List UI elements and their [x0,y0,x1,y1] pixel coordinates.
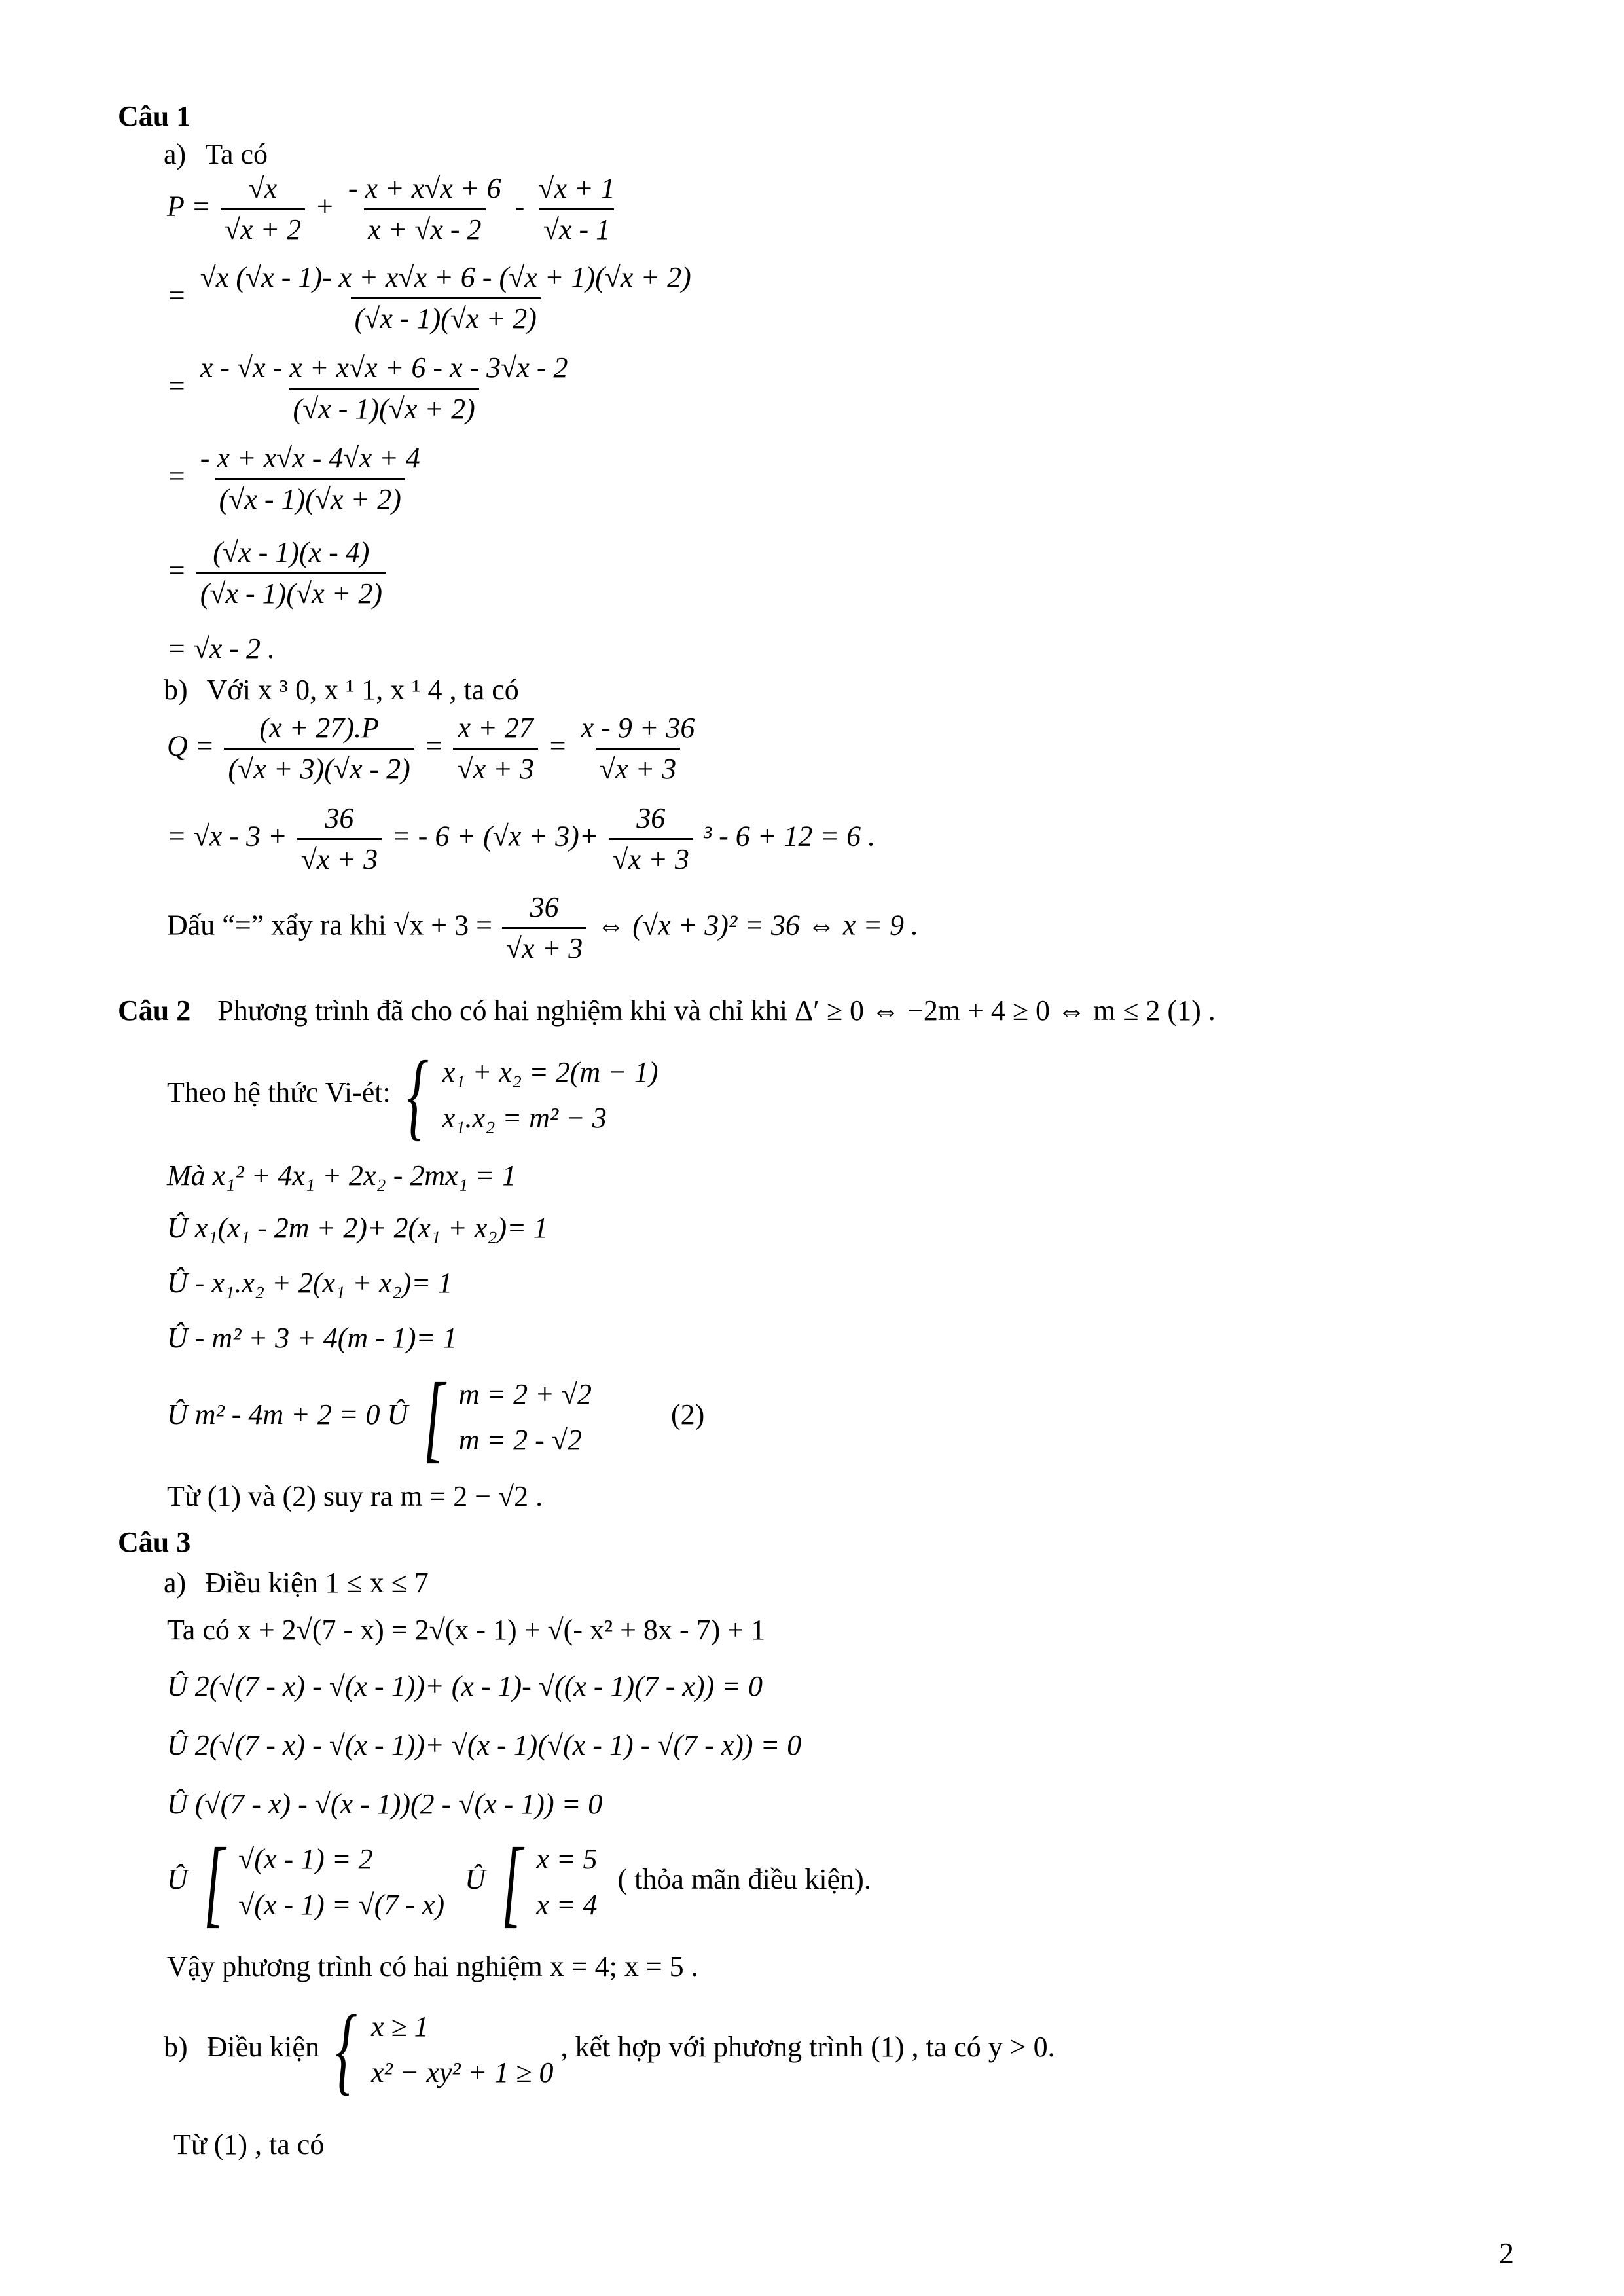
cau3-b-label: b) [164,2031,188,2064]
cau2-l5-r2: m = 2 - √2 [458,1424,582,1456]
cau1-eq4 [167,441,427,517]
dau-frac-num: 36 [530,891,559,923]
q-frac3 [577,711,699,786]
vieta-label: Theo hệ thức Vi-ét: [167,1076,391,1109]
eq1-op1: + [315,190,334,223]
cau3-l5-r1: √(x - 1) = 2 [238,1843,373,1875]
q-lhs: Q = [167,729,215,762]
cau2-l5-r1: m = 2 + √2 [458,1378,592,1410]
cau1-a-intro: Ta có [205,138,268,170]
cau2-vieta [167,1041,659,1150]
cau3-a-cond: Điều kiện 1 ≤ x ≤ 7 [205,1567,429,1599]
eq5-frac [196,536,386,611]
q-eq2: = [547,729,568,762]
cau2-l2: Û x₁(x₁ - 2m + 2)+ 2(x₁ + x₂)= 1 [167,1212,548,1244]
cau3-a-line [164,1566,429,1600]
cau2-heading: Câu 2 [118,994,191,1027]
cau3-b-cond: Điều kiện [206,2031,319,2064]
cau1-b-line [164,673,519,707]
page-number: 2 [1499,2236,1514,2270]
vieta-system [398,1041,659,1150]
q-frac3-num: x - 9 + 36 [581,712,695,744]
cau3-l5-r4: x = 4 [536,1889,598,1921]
q2-c: ³ - 6 + 12 = 6 . [702,820,876,852]
cau1-eq1 [167,172,622,247]
cau3-b-system [327,1995,554,2104]
q2-b: = - 6 + (√x + 3)+ [391,820,599,852]
cau1-a-line [164,137,268,172]
q-frac2-num: x + 27 [458,712,533,744]
cau2-intro: Phương trình đã cho có hai nghiệm khi và chỉ khi Δ′ ≥ 0 ⇔ −2m + 4 ≥ 0 ⇔ m ≤ 2 (1) . [217,994,1216,1027]
cau3-b-row2: x² − xy² + 1 ≥ 0 [370,2056,554,2088]
cau3-b-brace: { [335,1995,357,2104]
cau2-l5 [167,1363,705,1472]
cau1-eq6: = √x - 2 . [167,632,276,665]
vieta-row1: x₁ + x₂ = 2(m − 1) [442,1056,659,1088]
cau3-l1: Ta có x + 2√(7 - x) = 2√(x - 1) + √(- x² + 8x - 7) + 1 [167,1614,766,1646]
q-frac1-num: (x + 27).P [259,712,379,744]
cau3-l5-note: ( thỏa mãn điều kiện). [617,1863,871,1896]
eq1-frac2 [344,172,505,247]
cau1-dau-line [167,890,918,966]
dau-b: ⇔ (√x + 3)² = 36 ⇔ x = 9 . [596,909,919,941]
eq4-frac [196,441,424,517]
q2-frac1-den: √x + 3 [297,838,382,877]
cau1-heading: Câu 1 [118,100,191,132]
q-frac2-den: √x + 3 [453,748,537,786]
eq5-num: (√x - 1)(x - 4) [213,536,370,568]
vieta-brace: { [406,1041,429,1150]
eq5-eq: = [167,554,187,587]
eq1-frac2-den: x + √x - 2 [364,208,486,247]
cau2-l5-a: Û m² - 4m + 2 = 0 Û [167,1398,408,1431]
q2-frac2-den: √x + 3 [609,838,693,877]
q2-a: = √x - 3 + [167,820,287,852]
cau3-b-line [164,1995,1055,2104]
cau2-l5-brace: [ [424,1363,445,1472]
cau3-l4: Û (√(7 - x) - √(x - 1))(2 - √(x - 1)) = 0 [167,1788,603,1820]
q-frac1 [224,711,414,786]
eq2-den: (√x - 1)(√x + 2) [351,297,541,336]
eq1-frac1 [221,172,305,247]
vieta-row2: x₁.x₂ = m² − 3 [442,1102,607,1134]
eq4-num: - x + x√x - 4√x + 4 [200,442,420,474]
cau2-l4: Û - m² + 3 + 4(m - 1)= 1 [167,1322,458,1354]
eq4-den: (√x - 1)(√x + 2) [215,478,405,517]
cau1-eq2 [167,261,698,336]
q-eq1: = [424,729,444,762]
cau1-b-cond: Với x ³ 0, x ¹ 1, x ¹ 4 , ta có [206,674,519,706]
cau3-b-row1: x ≥ 1 [370,2011,429,2043]
q-frac3-den: √x + 3 [596,748,680,786]
eq3-num: x - √x - x + x√x + 6 - x - 3√x - 2 [200,352,568,384]
cau3-heading: Câu 3 [118,1526,191,1558]
cau3-l5-bracket1 [195,1828,445,1937]
eq1-frac2-num: - x + x√x + 6 [348,172,501,204]
dau-a: Dấu “=” xẩy ra khi √x + 3 = [167,909,492,941]
q2-frac2-num: 36 [636,802,666,834]
eq1-frac3-num: √x + 1 [538,172,615,204]
cau2-intro-line [118,994,1216,1028]
cau1-a-label: a) [164,138,187,170]
eq1-frac1-den: √x + 2 [221,208,305,247]
eq1-frac3 [534,172,619,247]
eq4-eq: = [167,460,187,492]
cau3-l2: Û 2(√(7 - x) - √(x - 1))+ (x - 1)- √((x - 1)(7 - x)) = 0 [167,1670,763,1702]
eq3-frac [196,351,572,426]
eq1-frac3-den: √x - 1 [539,208,614,247]
eq1-op2: - [514,190,525,223]
cau3-a-label: a) [164,1567,187,1599]
cau3-l3: Û 2(√(7 - x) - √(x - 1))+ √(x - 1)(√(x - 1) - √(7 - x)) = 0 [167,1729,802,1761]
cau3-l5-brace1: [ [203,1828,225,1937]
cau1-eq3 [167,351,575,426]
eq2-num: √x (√x - 1)- x + x√x + 6 - (√x + 1)(√x + 2) [200,261,691,293]
cau3-l5-r2: √(x - 1) = √(7 - x) [238,1889,445,1921]
cau3-b-after: , kết hợp với phương trình (1) , ta có y > 0. [560,2031,1055,2064]
dau-frac [502,890,586,966]
eq2-eq: = [167,279,187,312]
cau2-concl: Từ (1) và (2) suy ra m = 2 − √2 . [167,1480,543,1512]
cau3-l5-bracket2 [493,1828,598,1937]
cau1-q2-eq [167,801,875,877]
cau3-l5-mid: Û [465,1863,486,1896]
cau3-concl: Vậy phương trình có hai nghiệm x = 4; x = 5 . [167,1950,698,1982]
eq3-eq: = [167,369,187,402]
cau3-l5 [167,1828,871,1937]
q-frac2 [453,711,537,786]
q2-frac1 [297,801,382,877]
dau-frac-den: √x + 3 [502,927,586,966]
cau2-l1: Mà x₁² + 4x₁ + 2x₂ - 2mx₁ = 1 [167,1159,516,1192]
eq1-lhs: P = [167,190,211,223]
eq3-den: (√x - 1)(√x + 2) [289,388,478,426]
cau3-l5-r3: x = 5 [536,1843,598,1875]
eq5-den: (√x - 1)(√x + 2) [196,572,386,611]
q2-frac2 [609,801,693,877]
cau1-eq5 [167,536,389,611]
q-frac1-den: (√x + 3)(√x - 2) [224,748,414,786]
cau2-l5-bracket [415,1363,592,1472]
eq2-frac [196,261,695,336]
cau3-l5-pre: Û [167,1863,188,1896]
cau3-l5-brace2: [ [501,1828,523,1937]
eq1-frac1-num: √x [248,172,278,204]
cau1-q-eq [167,711,701,786]
cau1-b-label: b) [164,674,188,706]
cau2-l3: Û - x₁.x₂ + 2(x₁ + x₂)= 1 [167,1267,453,1299]
cau3-b-last: Từ (1) , ta có [173,2128,325,2160]
q2-frac1-num: 36 [325,802,354,834]
cau2-l5-tag: (2) [671,1398,705,1431]
